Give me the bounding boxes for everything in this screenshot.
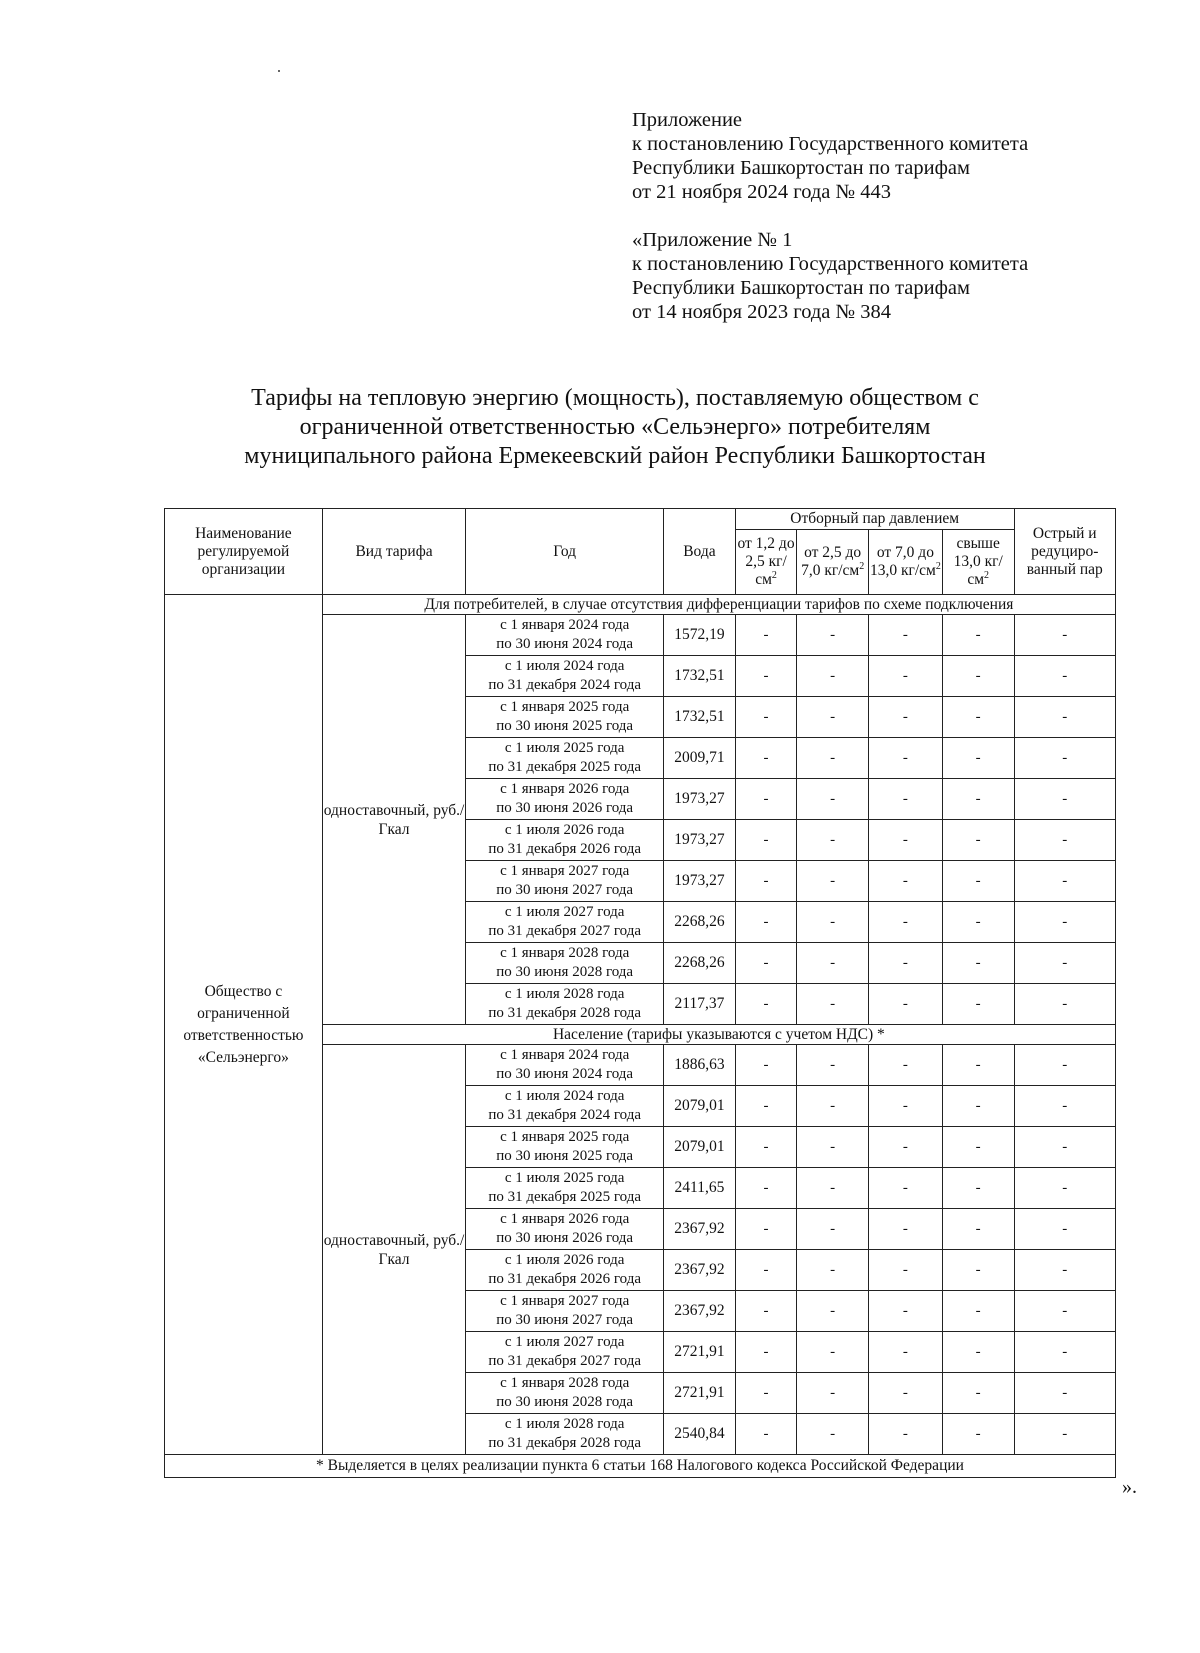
dash-cell: -	[1014, 1373, 1115, 1414]
title-line: Тарифы на тепловую энергию (мощность), поставляемую обществом с	[251, 385, 979, 411]
period-from: с 1 июля 2025 года	[504, 740, 625, 756]
dash-cell: -	[869, 1168, 943, 1209]
section-title: Население (тарифы указываются с учетом НДС) *	[322, 1025, 1115, 1045]
dash-cell: -	[869, 656, 943, 697]
dash-cell: -	[942, 1127, 1014, 1168]
dash-cell: -	[735, 779, 796, 820]
tariff-kind: одноставочный, руб./Гкал	[322, 1045, 465, 1455]
dash-cell: -	[797, 943, 869, 984]
dash-cell: -	[1014, 984, 1115, 1025]
dash-cell: -	[797, 1332, 869, 1373]
dash-cell: -	[1014, 1045, 1115, 1086]
water-value: 2009,71	[664, 738, 736, 779]
dash-cell: -	[735, 1045, 796, 1086]
dash-cell: -	[869, 902, 943, 943]
dash-cell: -	[735, 615, 796, 656]
period-cell	[466, 820, 664, 861]
header-sharp-steam: Острый и редуциро-ванный пар	[1014, 509, 1115, 595]
dash-cell: -	[942, 984, 1014, 1025]
section-row	[165, 595, 1116, 615]
dash-cell: -	[797, 697, 869, 738]
water-value: 2268,26	[664, 902, 736, 943]
dash-cell: -	[735, 656, 796, 697]
dash-cell: -	[1014, 1086, 1115, 1127]
period-cell	[466, 1209, 664, 1250]
period-to: по 30 июня 2024 года	[496, 636, 634, 652]
period-cell	[466, 1086, 664, 1127]
quoted-appendix-line: «Приложение № 1	[632, 229, 793, 251]
organization-name: Общество с ограниченной ответственностью «Сельэнерго»	[165, 595, 323, 1455]
dash-cell: -	[1014, 779, 1115, 820]
water-value: 1973,27	[664, 861, 736, 902]
dash-cell: -	[797, 1168, 869, 1209]
dash-cell: -	[1014, 861, 1115, 902]
footnote-row	[165, 1455, 1116, 1478]
closing-quote: ».	[1122, 1476, 1137, 1498]
period-to: по 31 декабря 2024 года	[488, 1107, 642, 1123]
dash-cell: -	[797, 1373, 869, 1414]
water-value: 2367,92	[664, 1291, 736, 1332]
appendix-line: Республики Башкортостан по тарифам	[632, 157, 970, 179]
water-value: 2540,84	[664, 1414, 736, 1455]
dash-cell: -	[942, 1086, 1014, 1127]
period-from: с 1 июля 2027 года	[504, 1334, 625, 1350]
dash-cell: -	[869, 615, 943, 656]
period-cell	[466, 697, 664, 738]
dash-cell: -	[797, 984, 869, 1025]
period-from: с 1 июля 2028 года	[504, 986, 625, 1002]
dash-cell: -	[942, 1332, 1014, 1373]
dash-cell: -	[735, 1209, 796, 1250]
period-to: по 30 июня 2026 года	[496, 1230, 634, 1246]
dash-cell: -	[942, 1045, 1014, 1086]
dash-cell: -	[735, 1373, 796, 1414]
dash-cell: -	[869, 1373, 943, 1414]
dash-cell: -	[869, 779, 943, 820]
dash-cell: -	[735, 1127, 796, 1168]
dash-cell: -	[735, 861, 796, 902]
title-line: ограниченной ответственностью «Сельэнерго» потребителям	[299, 414, 931, 440]
period-to: по 31 декабря 2025 года	[488, 1189, 642, 1205]
dash-cell: -	[942, 1168, 1014, 1209]
dash-cell: -	[735, 1250, 796, 1291]
dash-cell: -	[869, 1127, 943, 1168]
period-cell	[466, 1414, 664, 1455]
dash-cell: -	[1014, 1414, 1115, 1455]
dash-cell: -	[735, 984, 796, 1025]
dash-cell: -	[735, 902, 796, 943]
dash-cell: -	[869, 1209, 943, 1250]
header-steam-2: от 2,5 до 7,0 $кг/см^2$	[797, 530, 869, 595]
header-year: Год	[466, 509, 664, 595]
water-value: 1572,19	[664, 615, 736, 656]
dash-cell: -	[1014, 902, 1115, 943]
period-cell	[466, 1168, 664, 1209]
period-to: по 31 декабря 2027 года	[488, 1353, 642, 1369]
dash-cell: -	[797, 1209, 869, 1250]
period-to: по 30 июня 2028 года	[496, 964, 634, 980]
water-value: 2721,91	[664, 1373, 736, 1414]
period-to: по 30 июня 2026 года	[496, 800, 634, 816]
dash-cell: -	[735, 1291, 796, 1332]
water-value: 2367,92	[664, 1209, 736, 1250]
dash-cell: -	[735, 820, 796, 861]
period-to: по 30 июня 2027 года	[496, 1312, 634, 1328]
dash-cell: -	[797, 738, 869, 779]
dash-cell: -	[942, 902, 1014, 943]
period-to: по 30 июня 2024 года	[496, 1066, 634, 1082]
period-to: по 30 июня 2025 года	[496, 718, 634, 734]
dash-cell: -	[942, 1414, 1014, 1455]
document-title	[150, 384, 1080, 471]
dash-cell: -	[735, 1086, 796, 1127]
dash-cell: -	[869, 738, 943, 779]
dash-cell: -	[735, 1332, 796, 1373]
dash-cell: -	[942, 943, 1014, 984]
dash-cell: -	[942, 861, 1014, 902]
appendix-line: к постановлению Государственного комитета	[632, 133, 1029, 155]
period-cell	[466, 656, 664, 697]
period-cell	[466, 861, 664, 902]
dash-cell: -	[1014, 656, 1115, 697]
period-from: с 1 января 2025 года	[500, 699, 630, 715]
appendix-header	[632, 108, 1028, 324]
header-org: Наименование регулируемой организации	[165, 509, 323, 595]
period-to: по 31 декабря 2024 года	[488, 677, 642, 693]
water-value: 1732,51	[664, 697, 736, 738]
dash-cell: -	[942, 656, 1014, 697]
period-from: с 1 июля 2028 года	[504, 1416, 625, 1432]
period-from: с 1 января 2028 года	[500, 1375, 630, 1391]
dash-cell: -	[942, 779, 1014, 820]
dash-cell: -	[1014, 1250, 1115, 1291]
header-steam-1: от 1,2 до 2,5 $кг/см^2$	[735, 530, 796, 595]
dash-cell: -	[869, 1086, 943, 1127]
water-value: 2411,65	[664, 1168, 736, 1209]
dash-cell: -	[869, 1291, 943, 1332]
dash-cell: -	[869, 984, 943, 1025]
water-value: 1973,27	[664, 779, 736, 820]
dash-cell: -	[942, 738, 1014, 779]
header-steam-4: свыше 13,0 $кг/см^2$	[942, 530, 1014, 595]
header-steam-3: от 7,0 до 13,0 $кг/см^2$	[869, 530, 943, 595]
dash-cell: -	[1014, 738, 1115, 779]
period-to: по 30 июня 2027 года	[496, 882, 634, 898]
period-from: с 1 января 2027 года	[500, 863, 630, 879]
water-value: 1886,63	[664, 1045, 736, 1086]
dash-cell: -	[1014, 1168, 1115, 1209]
period-to: по 30 июня 2028 года	[496, 1394, 634, 1410]
water-value: 2117,37	[664, 984, 736, 1025]
dash-cell: -	[869, 697, 943, 738]
dash-cell: -	[869, 1414, 943, 1455]
dash-cell: -	[735, 943, 796, 984]
water-value: 2079,01	[664, 1086, 736, 1127]
dash-cell: -	[797, 1045, 869, 1086]
dash-cell: -	[1014, 943, 1115, 984]
period-cell	[466, 1045, 664, 1086]
dash-cell: -	[942, 820, 1014, 861]
dash-cell: -	[869, 1250, 943, 1291]
period-cell	[466, 779, 664, 820]
period-from: с 1 января 2024 года	[500, 1047, 630, 1063]
tariff-table-body	[165, 595, 1116, 1478]
dash-cell: -	[869, 820, 943, 861]
period-to: по 31 декабря 2028 года	[488, 1005, 642, 1021]
tariff-kind: одноставочный, руб./Гкал	[322, 615, 465, 1025]
dash-cell: -	[797, 1291, 869, 1332]
dash-cell: -	[797, 1414, 869, 1455]
dash-cell: -	[942, 697, 1014, 738]
appendix-line: от 21 ноября 2024 года № 443	[632, 181, 891, 203]
quoted-appendix-line: Республики Башкортостан по тарифам	[632, 277, 970, 299]
quoted-appendix-line: от 14 ноября 2023 года № 384	[632, 301, 891, 323]
dash-cell: -	[869, 861, 943, 902]
header-water: Вода	[664, 509, 736, 595]
scan-speck	[278, 70, 280, 72]
footnote: * Выделяется в целях реализации пункта 6 статьи 168 Налогового кодекса Российской Федерации	[165, 1455, 1116, 1478]
dash-cell: -	[1014, 1209, 1115, 1250]
period-cell	[466, 984, 664, 1025]
dash-cell: -	[869, 1045, 943, 1086]
period-cell	[466, 902, 664, 943]
dash-cell: -	[942, 1209, 1014, 1250]
header-steam-group: Отборный пар давлением	[735, 509, 1014, 530]
period-cell	[466, 1127, 664, 1168]
dash-cell: -	[797, 820, 869, 861]
period-cell	[466, 738, 664, 779]
period-to: по 31 декабря 2027 года	[488, 923, 642, 939]
dash-cell: -	[797, 861, 869, 902]
water-value: 2268,26	[664, 943, 736, 984]
period-cell	[466, 943, 664, 984]
water-value: 2721,91	[664, 1332, 736, 1373]
dash-cell: -	[797, 1086, 869, 1127]
period-to: по 31 декабря 2025 года	[488, 759, 642, 775]
dash-cell: -	[942, 615, 1014, 656]
title-line: муниципального района Ермекеевский район Республики Башкортостан	[244, 443, 986, 469]
period-from: с 1 января 2025 года	[500, 1129, 630, 1145]
water-value: 2079,01	[664, 1127, 736, 1168]
dash-cell: -	[797, 1127, 869, 1168]
dash-cell: -	[942, 1250, 1014, 1291]
quoted-appendix-line: к постановлению Государственного комитета	[632, 253, 1029, 275]
period-to: по 30 июня 2025 года	[496, 1148, 634, 1164]
dash-cell: -	[869, 1332, 943, 1373]
period-from: с 1 января 2024 года	[500, 617, 630, 633]
period-to: по 31 декабря 2028 года	[488, 1435, 642, 1451]
dash-cell: -	[1014, 697, 1115, 738]
period-from: с 1 июля 2026 года	[504, 822, 625, 838]
period-from: с 1 января 2027 года	[500, 1293, 630, 1309]
period-cell	[466, 1332, 664, 1373]
period-from: с 1 июля 2026 года	[504, 1252, 625, 1268]
dash-cell: -	[942, 1373, 1014, 1414]
dash-cell: -	[797, 656, 869, 697]
tariff-table	[164, 508, 1116, 1478]
period-from: с 1 июля 2024 года	[504, 1088, 625, 1104]
water-value: 1732,51	[664, 656, 736, 697]
section-title: Для потребителей, в случае отсутствия дифференциации тарифов по схеме подключения	[322, 595, 1115, 615]
water-value: 1973,27	[664, 820, 736, 861]
dash-cell: -	[1014, 1291, 1115, 1332]
period-cell	[466, 1291, 664, 1332]
dash-cell: -	[1014, 615, 1115, 656]
period-cell	[466, 1250, 664, 1291]
appendix-line: Приложение	[632, 109, 743, 131]
dash-cell: -	[797, 1250, 869, 1291]
water-value: 2367,92	[664, 1250, 736, 1291]
dash-cell: -	[797, 779, 869, 820]
header-kind: Вид тарифа	[322, 509, 465, 595]
period-cell	[466, 615, 664, 656]
dash-cell: -	[797, 615, 869, 656]
dash-cell: -	[942, 1291, 1014, 1332]
dash-cell: -	[797, 902, 869, 943]
dash-cell: -	[735, 738, 796, 779]
period-to: по 31 декабря 2026 года	[488, 841, 642, 857]
period-from: с 1 июля 2025 года	[504, 1170, 625, 1186]
period-from: с 1 июля 2024 года	[504, 658, 625, 674]
dash-cell: -	[869, 943, 943, 984]
period-from: с 1 января 2028 года	[500, 945, 630, 961]
period-from: с 1 января 2026 года	[500, 781, 630, 797]
period-cell	[466, 1373, 664, 1414]
period-from: с 1 июля 2027 года	[504, 904, 625, 920]
dash-cell: -	[735, 1168, 796, 1209]
dash-cell: -	[1014, 1332, 1115, 1373]
dash-cell: -	[1014, 1127, 1115, 1168]
dash-cell: -	[1014, 820, 1115, 861]
dash-cell: -	[735, 697, 796, 738]
period-to: по 31 декабря 2026 года	[488, 1271, 642, 1287]
dash-cell: -	[735, 1414, 796, 1455]
period-from: с 1 января 2026 года	[500, 1211, 630, 1227]
